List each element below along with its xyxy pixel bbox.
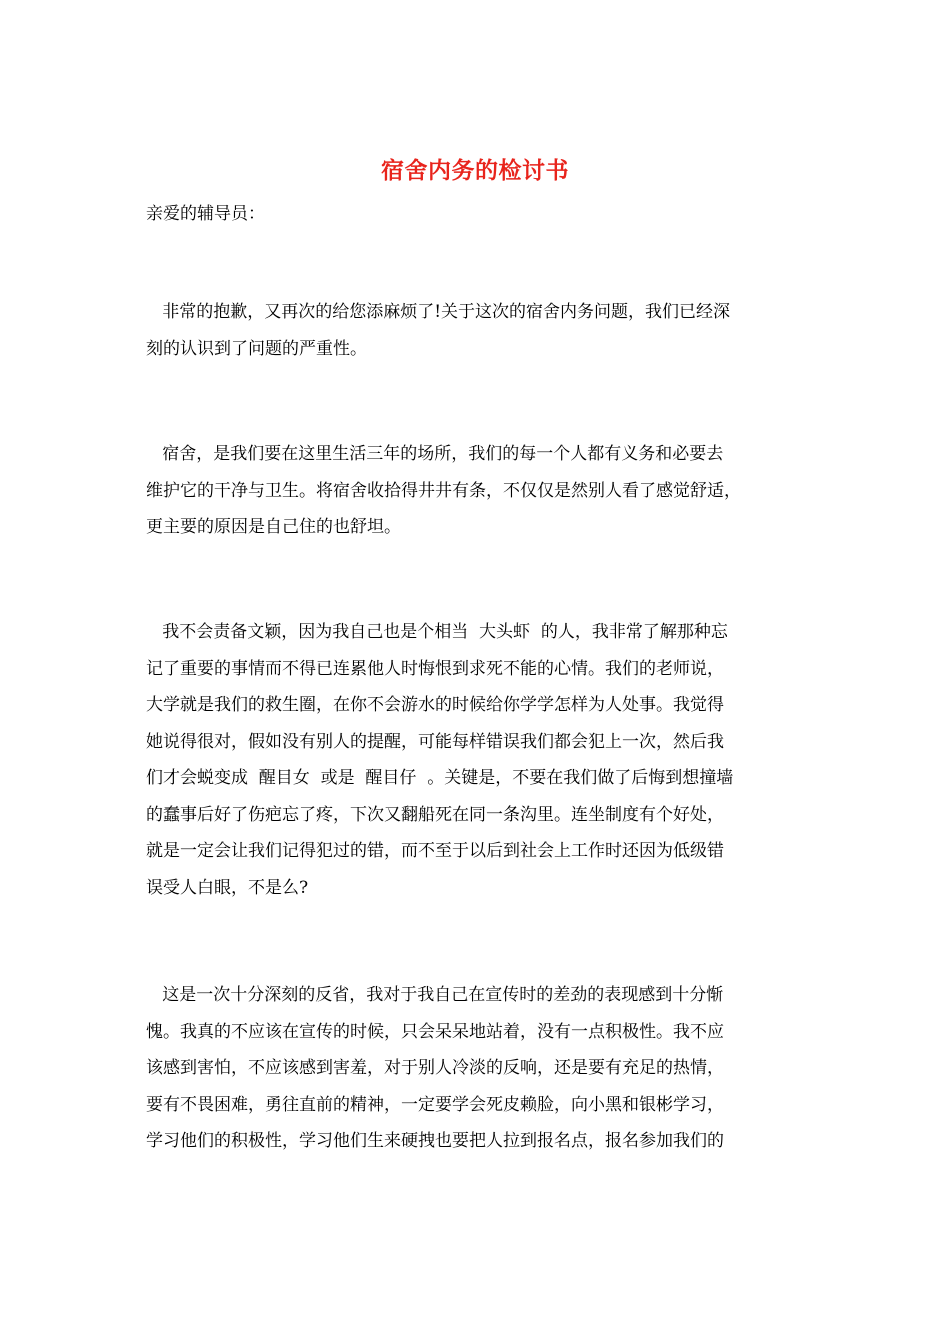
paragraph-line: 学习他们的积极性，学习他们生来硬拽也要把人拉到报名点，报名参加我们的 — [146, 1131, 724, 1151]
paragraph-line: 误受人白眼，不是么? — [146, 877, 309, 898]
paragraph-line: 这是一次十分深刻的反省，我对于我自己在宣传时的差劲的表现感到十分惭 — [146, 985, 724, 1005]
paragraph-line: 维护它的干净与卫生。将宿舍收拾得井井有条，不仅仅是然别人看了感觉舒适， — [146, 480, 741, 501]
paragraph-line: 她说得很对，假如没有别人的提醒，可能每样错误我们都会犯上一次，然后我 — [146, 731, 724, 752]
paragraph-line: 的蠢事后好了伤疤忘了疼，下次又翻船死在同一条沟里。连坐制度有个好处， — [146, 804, 724, 825]
paragraph-2 — [146, 436, 806, 546]
paragraph-line: 该感到害怕，不应该感到害羞，对于别人冷淡的反响，还是要有充足的热情， — [146, 1058, 724, 1078]
paragraph-line: 们才会蜕变成 醒目女 或是 醒目仔 。关键是，不要在我们做了后悔到想撞墙 — [146, 768, 734, 788]
paragraph-line: 愧。我真的不应该在宣传的时候，只会呆呆地站着，没有一点积极性。我不应 — [146, 1021, 724, 1042]
paragraph-line: 更主要的原因是自己住的也舒坦。 — [146, 517, 401, 537]
paragraph-3 — [146, 614, 806, 906]
paragraph-1 — [146, 294, 806, 367]
paragraph-line: 记了重要的事情而不得已连累他人时悔恨到求死不能的心情。我们的老师说， — [146, 658, 724, 679]
paragraph-line: 非常的抱歉，又再次的给您添麻烦了!关于这次的宿舍内务问题，我们已经深 — [146, 302, 731, 322]
paragraph-4 — [146, 977, 806, 1160]
paragraph-line: 刻的认识到了问题的严重性。 — [146, 338, 367, 359]
paragraph-line: 我不会责备文颖，因为我自己也是个相当 大头虾 的人，我非常了解那种忘 — [146, 622, 728, 642]
paragraph-line: 大学就是我们的救生圈，在你不会游水的时候给你学学怎样为人处事。我觉得 — [146, 695, 724, 715]
salutation: 亲爱的辅导员： — [146, 204, 265, 224]
paragraph-line: 宿舍，是我们要在这里生活三年的场所，我们的每一个人都有义务和必要去 — [146, 444, 724, 464]
paragraph-line: 要有不畏困难，勇往直前的精神，一定要学会死皮赖脸，向小黑和银彬学习， — [146, 1094, 724, 1115]
document-title: 宿舍内务的检讨书 — [381, 157, 569, 184]
paragraph-line: 就是一定会让我们记得犯过的错，而不至于以后到社会上工作时还因为低级错 — [146, 841, 724, 861]
